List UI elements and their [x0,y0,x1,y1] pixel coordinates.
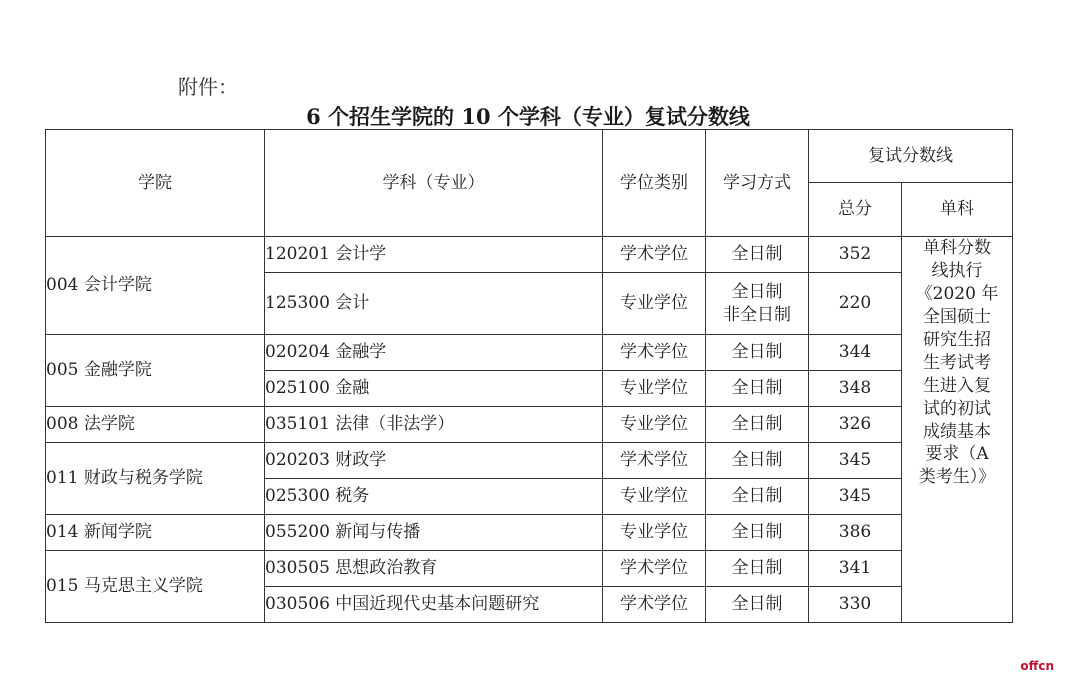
degree-cell: 学术学位 [603,551,706,587]
mode-line: 非全日制 [723,304,791,325]
total-cell: 345 [809,443,902,479]
major-cell: 025100 金融 [265,371,603,407]
header-study-mode: 学习方式 [706,130,809,237]
degree-cell: 专业学位 [603,515,706,551]
table-row [46,335,1013,371]
total-cell: 386 [809,515,902,551]
note-line: 要求（A [925,444,989,465]
score-table [45,129,1013,623]
header-major: 学科（专业） [265,130,603,237]
total-cell: 348 [809,371,902,407]
note-line: 线执行 [931,260,983,281]
mode-cell: 全日制 [706,237,809,273]
table-row [46,407,1013,443]
degree-cell: 专业学位 [603,479,706,515]
college-cell: 011 财政与税务学院 [46,443,265,515]
note-line: 研究生招 [923,329,991,350]
note-line: 类考生）》 [918,467,996,488]
table-row [46,551,1013,587]
major-cell: 120201 会计学 [265,237,603,273]
major-cell: 055200 新闻与传播 [265,515,603,551]
major-cell: 020204 金融学 [265,335,603,371]
major-cell: 125300 会计 [265,273,603,335]
document-title: 6 个招生学院的 10 个学科（专业）复试分数线 [306,104,750,129]
major-cell: 020203 财政学 [265,443,603,479]
degree-cell: 专业学位 [603,273,706,335]
total-cell: 352 [809,237,902,273]
college-cell: 008 法学院 [46,407,265,443]
header-retest-score: 复试分数线 [809,130,1013,183]
mode-cell: 全日制 [706,335,809,371]
mode-cell: 全日制 [706,515,809,551]
mode-cell [706,273,809,335]
total-cell: 341 [809,551,902,587]
total-cell: 345 [809,479,902,515]
header-single: 单科 [902,183,1013,237]
watermark-logo: offcn [1020,659,1054,673]
note-line: 试的初试 [923,398,991,419]
total-cell: 326 [809,407,902,443]
header-degree-type: 学位类别 [603,130,706,237]
total-cell: 330 [809,587,902,623]
note-line: 生考试考 [923,352,991,373]
degree-cell: 学术学位 [603,237,706,273]
note-line: 生进入复 [923,375,991,396]
attachment-label: 附件： [178,75,238,99]
college-cell: 004 会计学院 [46,237,265,335]
mode-cell: 全日制 [706,479,809,515]
degree-cell: 学术学位 [603,335,706,371]
degree-cell: 学术学位 [603,443,706,479]
major-cell: 035101 法律（非法学） [265,407,603,443]
major-cell: 030506 中国近现代史基本问题研究 [265,587,603,623]
degree-cell: 专业学位 [603,407,706,443]
college-cell: 015 马克思主义学院 [46,551,265,623]
mode-cell: 全日制 [706,371,809,407]
note-line: 单科分数 [923,238,991,258]
degree-cell: 学术学位 [603,587,706,623]
mode-cell: 全日制 [706,407,809,443]
table-row [46,515,1013,551]
total-cell: 344 [809,335,902,371]
total-cell: 220 [809,273,902,335]
table-row [46,443,1013,479]
header-college: 学院 [46,130,265,237]
table-row [46,237,1013,273]
mode-cell: 全日制 [706,587,809,623]
header-total: 总分 [809,183,902,237]
note-line: 《2020 年 [915,283,999,304]
mode-cell: 全日制 [706,551,809,587]
note-line: 成绩基本 [923,421,991,442]
single-score-note [902,237,1013,623]
note-line: 全国硕士 [923,306,991,327]
college-cell: 005 金融学院 [46,335,265,407]
degree-cell: 专业学位 [603,371,706,407]
major-cell: 030505 思想政治教育 [265,551,603,587]
college-cell: 014 新闻学院 [46,515,265,551]
major-cell: 025300 税务 [265,479,603,515]
mode-cell: 全日制 [706,443,809,479]
mode-line: 全日制 [731,281,783,302]
